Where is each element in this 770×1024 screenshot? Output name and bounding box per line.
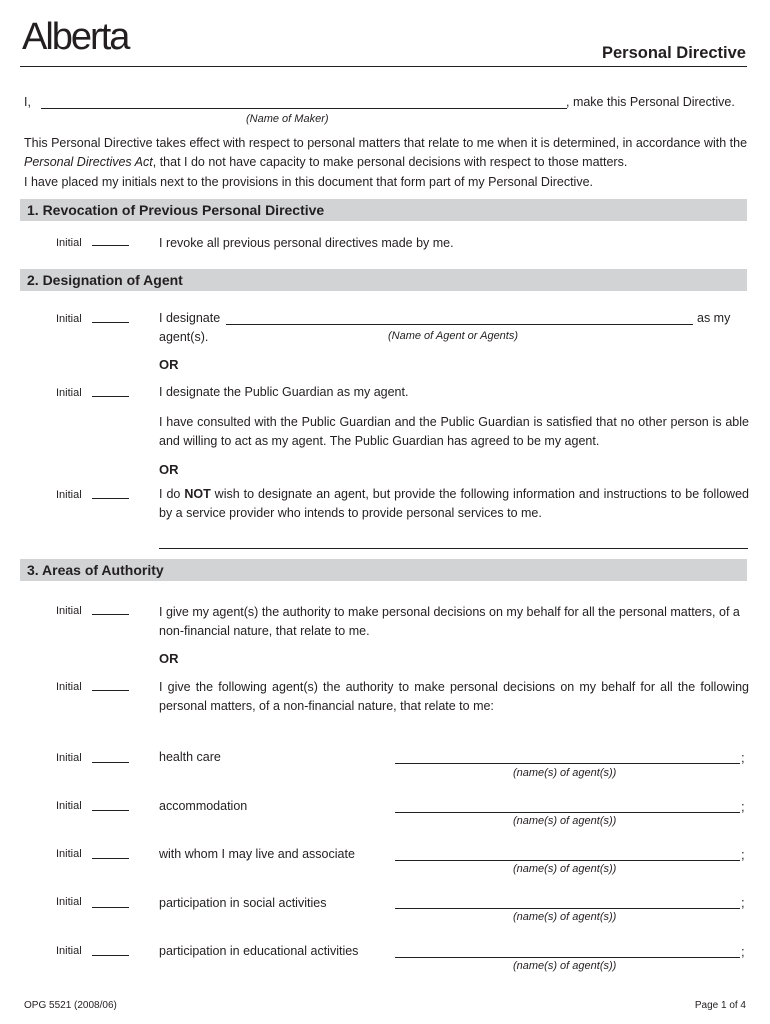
semicolon: ; — [741, 750, 745, 765]
section-2-header — [20, 269, 747, 291]
no-agent-text: I do NOT wish to designate an agent, but provide the following information and instructions to be followed by a service provider who intends to provide personal services to me. — [159, 487, 749, 521]
public-guardian-text: I designate the Public Guardian as my agent. — [159, 385, 409, 399]
section-3-header — [20, 559, 747, 581]
agent-names-caption: (name(s) of agent(s)) — [513, 767, 617, 779]
initial-label: Initial — [56, 800, 82, 812]
revoke-text: I revoke all previous personal directives made by me. — [159, 236, 454, 250]
section-3-heading: 3. Areas of Authority — [27, 562, 164, 578]
area-label: with whom I may live and associate — [159, 847, 355, 861]
initial-field[interactable] — [92, 614, 129, 615]
area-label: health care — [159, 750, 221, 764]
semicolon: ; — [741, 799, 745, 814]
initial-label: Initial — [56, 489, 82, 501]
effect-paragraph: This Personal Directive takes effect with respect to personal matters that relate to me when it is determined, in accordance with the Personal Directives Act, that I do not have capacity to make personal decisions with respect to those matters. — [24, 136, 748, 170]
instructions-field[interactable] — [159, 548, 748, 549]
i-label: I, — [24, 95, 31, 109]
initial-field[interactable] — [92, 245, 129, 246]
maker-name-field[interactable] — [41, 108, 567, 109]
initial-label: Initial — [56, 605, 82, 617]
initial-label: Initial — [56, 313, 82, 325]
or-label: OR — [159, 357, 179, 372]
initial-label: Initial — [56, 848, 82, 860]
initial-field[interactable] — [92, 762, 129, 763]
agent-names-caption: (name(s) of agent(s)) — [513, 863, 617, 875]
name-of-agent-caption: (Name of Agent or Agents) — [388, 330, 519, 342]
area-label: participation in social activities — [159, 896, 327, 910]
section-2-heading: 2. Designation of Agent — [27, 272, 183, 288]
initial-field[interactable] — [92, 498, 129, 499]
page-title: Personal Directive — [602, 44, 746, 62]
section-1-heading: 1. Revocation of Previous Personal Directive — [27, 202, 325, 218]
initials-paragraph: I have placed my initials next to the provisions in this document that form part of my Personal Directive. — [24, 175, 594, 189]
initial-label: Initial — [56, 681, 82, 693]
consulted-text: I have consulted with the Public Guardian and the Public Guardian is satisfied that no other person is able and willing to act as my agent. The Public Guardian has agreed to be my agent. — [159, 415, 749, 449]
initial-field[interactable] — [92, 690, 129, 691]
all-matters-text: I give my agent(s) the authority to make personal decisions on my behalf for all the personal matters, of a non-financial nature, that relate to me. — [159, 605, 740, 639]
semicolon: ; — [741, 944, 745, 959]
initial-field[interactable] — [92, 858, 129, 859]
initial-field[interactable] — [92, 322, 129, 323]
agent-names-field[interactable] — [395, 812, 740, 813]
agent-names-field[interactable] — [395, 763, 740, 764]
initial-label: Initial — [56, 896, 82, 908]
initial-label: Initial — [56, 945, 82, 957]
header-rule — [20, 66, 747, 67]
initial-field[interactable] — [92, 810, 129, 811]
initial-field[interactable] — [92, 396, 129, 397]
area-label: accommodation — [159, 799, 248, 813]
or-label: OR — [159, 651, 179, 666]
initial-field[interactable] — [92, 955, 129, 956]
initial-label: Initial — [56, 752, 82, 764]
agent-names-caption: (name(s) of agent(s)) — [513, 911, 617, 923]
agent-names-caption: (name(s) of agent(s)) — [513, 815, 617, 827]
designate-label: I designate — [159, 311, 221, 325]
agent-names-caption: (name(s) of agent(s)) — [513, 960, 617, 972]
area-label: participation in educational activities — [159, 944, 359, 958]
form-id: OPG 5521 (2008/06) — [24, 1000, 117, 1011]
semicolon: ; — [741, 895, 745, 910]
alberta-logo: Alberta — [22, 16, 129, 58]
section-1-header — [20, 199, 747, 221]
agent-name-field[interactable] — [226, 324, 693, 325]
page-number: Page 1 of 4 — [694, 1000, 746, 1011]
semicolon: ; — [741, 847, 745, 862]
following-matters-text: I give the following agent(s) the authority to make personal decisions on my behalf for all the following personal matters, of a non-financial nature, that relate to me: — [159, 680, 749, 714]
as-my-text: as my — [697, 311, 731, 325]
name-of-maker-caption: (Name of Maker) — [246, 113, 329, 125]
make-directive-text: , make this Personal Directive. — [566, 95, 735, 109]
initial-label: Initial — [56, 237, 82, 249]
initial-label: Initial — [56, 387, 82, 399]
initial-field[interactable] — [92, 907, 129, 908]
agent-names-field[interactable] — [395, 908, 740, 909]
agent-names-field[interactable] — [395, 860, 740, 861]
agents-text: agent(s). — [159, 330, 209, 344]
agent-names-field[interactable] — [395, 957, 740, 958]
or-label: OR — [159, 462, 179, 477]
